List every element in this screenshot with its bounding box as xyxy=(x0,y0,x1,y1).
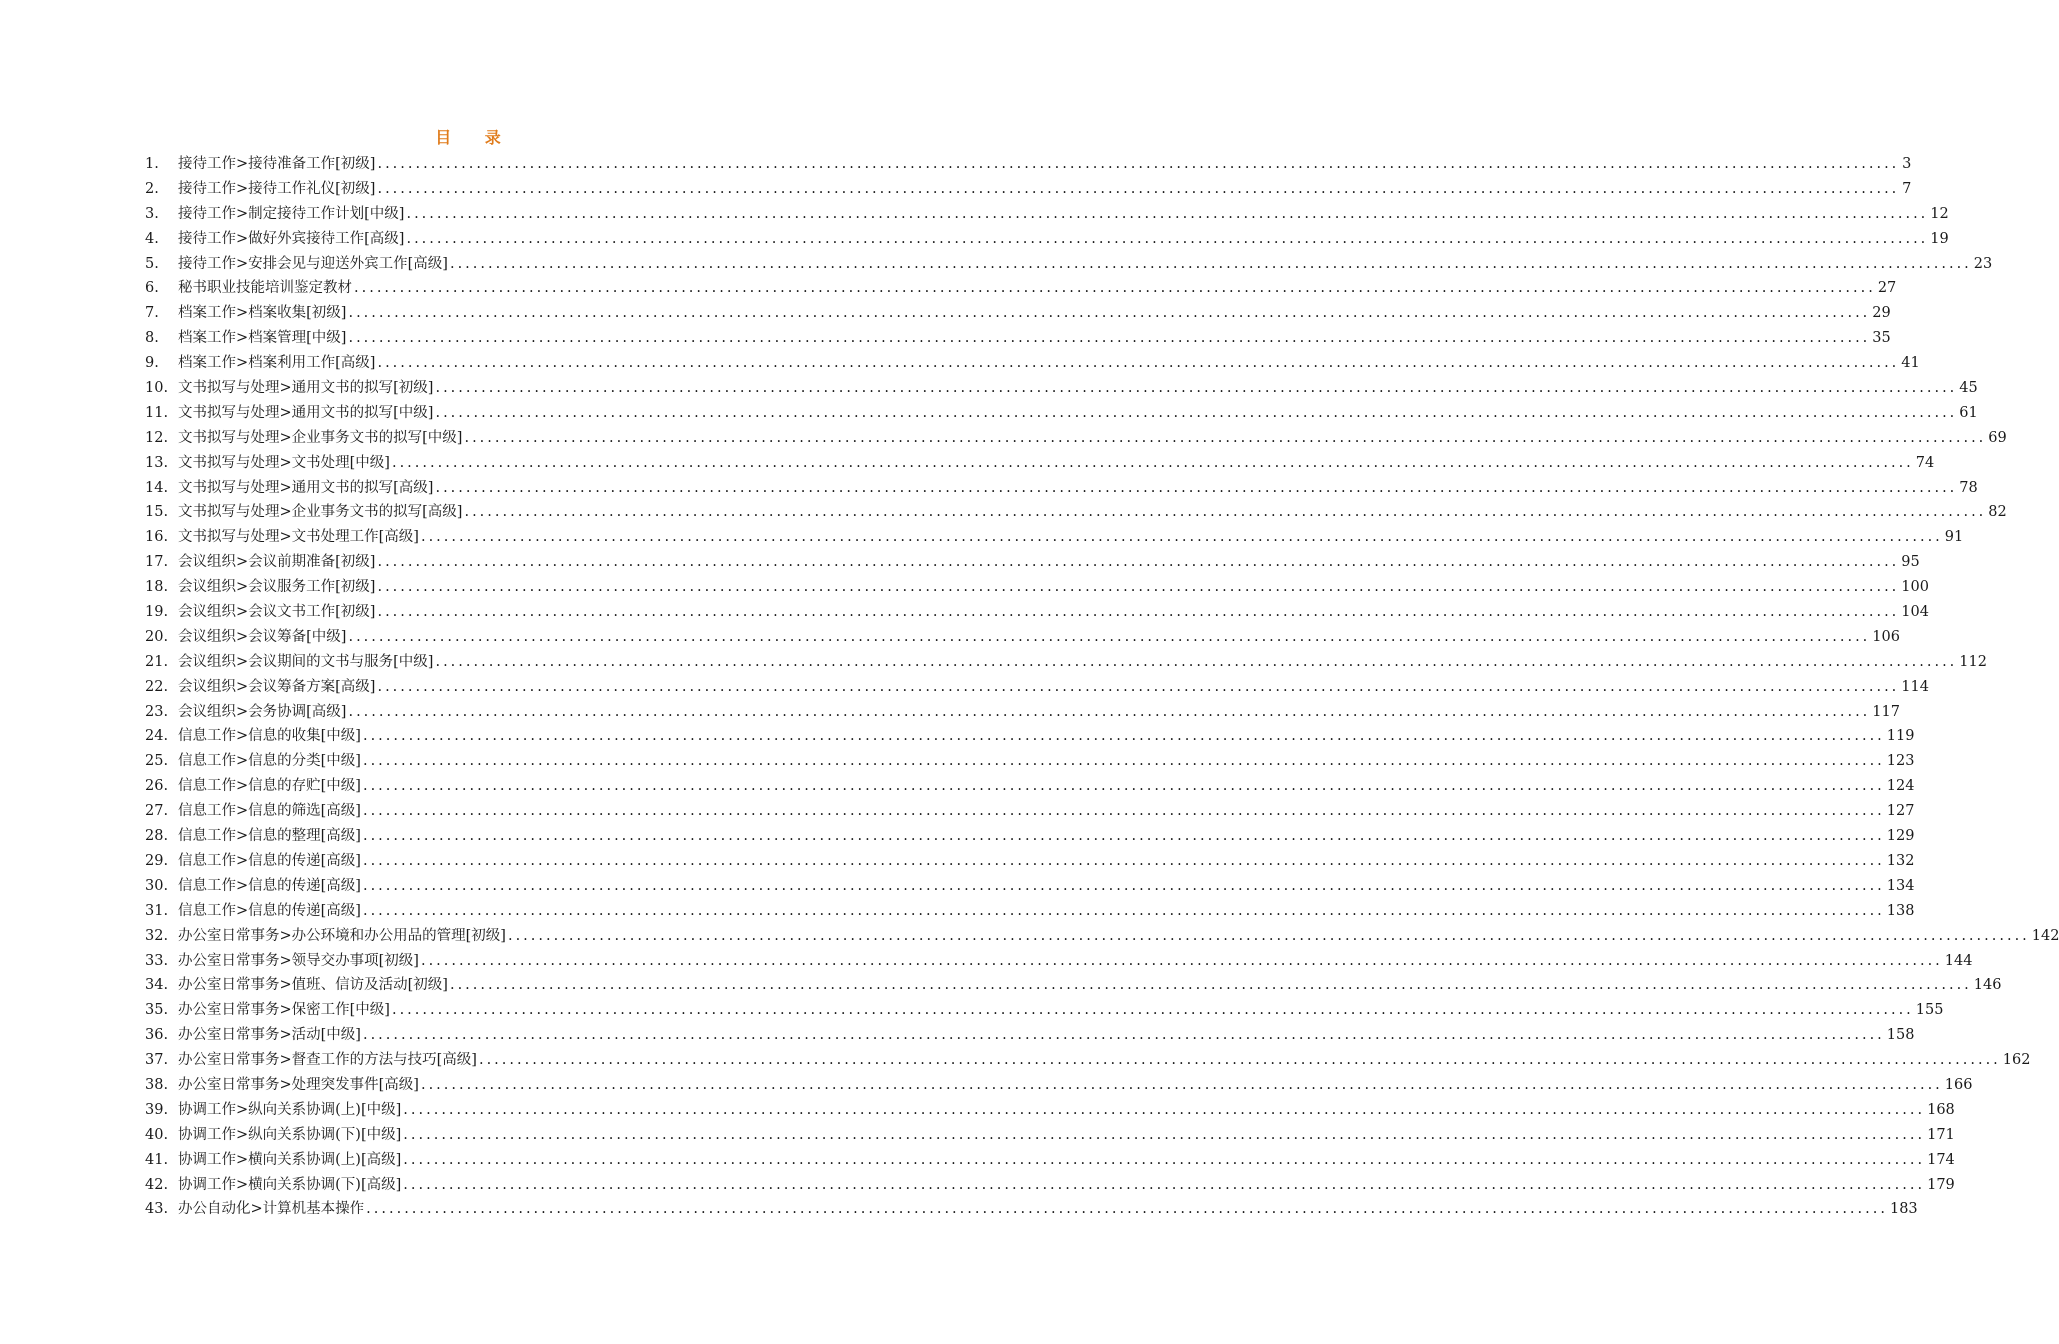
toc-entry-title[interactable]: 接待工作>安排会见与迎送外宾工作[高级] xyxy=(178,255,448,272)
toc-dot-leader: ........................................................................................................................................................................................................ xyxy=(362,852,1885,869)
toc-dot-leader: ........................................................................................................................................................................................................ xyxy=(464,429,1987,446)
toc-entry-page-number[interactable]: 35 xyxy=(1872,330,1891,347)
toc-entry-page-number[interactable]: 132 xyxy=(1886,852,1915,869)
toc-entry-title[interactable]: 会议组织>会务协调[高级] xyxy=(178,703,347,720)
toc-entry-number: 2. xyxy=(145,180,159,197)
toc-entry[interactable] xyxy=(145,774,1915,799)
toc-entry-page-number[interactable]: 134 xyxy=(1886,877,1915,894)
toc-entry-title[interactable]: 信息工作>信息的传递[高级] xyxy=(178,877,361,894)
toc-entry[interactable] xyxy=(145,650,1987,675)
toc-entry-number: 35. xyxy=(145,1002,169,1019)
toc-list xyxy=(145,152,2059,1222)
toc-entry-title[interactable]: 会议组织>会议筹备[中级] xyxy=(178,628,347,645)
toc-entry-page-number[interactable]: 144 xyxy=(1944,952,1973,969)
toc-entry-title[interactable]: 文书拟写与处理>通用文书的拟写[高级] xyxy=(178,479,434,496)
toc-entry[interactable] xyxy=(145,252,1993,277)
toc-entry-page-number[interactable]: 117 xyxy=(1872,703,1900,720)
toc-entry[interactable] xyxy=(145,227,1949,252)
toc-entry[interactable] xyxy=(145,675,1929,700)
toc-dot-leader: ........................................................................................................................................................................................................ xyxy=(420,952,1943,969)
toc-entry[interactable] xyxy=(145,1123,1955,1148)
toc-title: 目 录 xyxy=(435,128,515,147)
toc-dot-leader: ........................................................................................................................................................................................................ xyxy=(406,205,1929,222)
toc-entry-page-number[interactable]: 123 xyxy=(1886,753,1915,770)
toc-entry-page-number[interactable]: 91 xyxy=(1944,529,1964,546)
toc-entry[interactable] xyxy=(145,874,1915,899)
toc-entry[interactable] xyxy=(145,724,1915,749)
toc-entry-page-number[interactable]: 114 xyxy=(1901,678,1929,695)
toc-entry[interactable] xyxy=(145,351,1920,376)
toc-dot-leader: ........................................................................................................................................................................................................ xyxy=(362,778,1885,795)
toc-entry-number: 30. xyxy=(145,877,169,894)
toc-entry-number: 23. xyxy=(145,703,169,720)
toc-entry-title[interactable]: 办公自动化>计算机基本操作 xyxy=(178,1201,365,1218)
toc-entry-title[interactable]: 档案工作>档案利用工作[高级] xyxy=(178,355,376,372)
toc-entry-number: 27. xyxy=(145,803,169,820)
toc-entry-page-number[interactable]: 45 xyxy=(1959,380,1978,397)
toc-entry[interactable] xyxy=(145,899,1915,924)
toc-dot-leader: ........................................................................................................................................................................................................ xyxy=(435,479,1958,496)
toc-entry-title[interactable]: 信息工作>信息的收集[中级] xyxy=(178,728,361,745)
toc-entry[interactable] xyxy=(145,202,1949,227)
toc-entry[interactable] xyxy=(145,500,2007,525)
toc-entry-title[interactable]: 文书拟写与处理>文书处理工作[高级] xyxy=(178,529,419,546)
toc-entry-number: 43. xyxy=(145,1201,169,1218)
toc-entry-number: 17. xyxy=(145,554,169,571)
toc-entry-number: 25. xyxy=(145,753,169,770)
toc-entry-page-number[interactable]: 171 xyxy=(1927,1126,1955,1143)
toc-entry-title[interactable]: 办公室日常事务>办公环境和办公用品的管理[初级] xyxy=(178,927,506,944)
toc-entry-number: 29. xyxy=(145,852,169,869)
toc-entry[interactable] xyxy=(145,749,1915,774)
toc-entry-number: 15. xyxy=(145,504,169,521)
toc-entry-page-number[interactable]: 183 xyxy=(1889,1201,1918,1218)
toc-dot-leader: ........................................................................................................................................................................................................ xyxy=(362,877,1885,894)
toc-entry-number: 16. xyxy=(145,529,169,546)
toc-dot-leader: ........................................................................................................................................................................................................ xyxy=(362,803,1885,820)
toc-entry-title[interactable]: 文书拟写与处理>企业事务文书的拟写[中级] xyxy=(178,429,463,446)
toc-entry-page-number[interactable]: 124 xyxy=(1886,778,1915,795)
toc-entry-page-number[interactable]: 19 xyxy=(1930,230,1949,247)
toc-dot-leader: ........................................................................................................................................................................................................ xyxy=(435,380,1958,397)
toc-entry-page-number[interactable]: 12 xyxy=(1930,205,1949,222)
toc-entry-title[interactable]: 协调工作>纵向关系协调(下)[中级] xyxy=(178,1126,402,1143)
toc-entry-title[interactable]: 接待工作>接待准备工作[初级] xyxy=(178,156,376,172)
toc-entry-title[interactable]: 信息工作>信息的传递[高级] xyxy=(178,902,361,919)
toc-dot-leader: ........................................................................................................................................................................................................ xyxy=(507,927,2030,944)
toc-dot-leader: ........................................................................................................................................................................................................ xyxy=(348,703,1871,720)
toc-entry-title[interactable]: 接待工作>做好外宾接待工作[高级] xyxy=(178,230,405,247)
toc-entry-title[interactable]: 办公室日常事务>处理突发事件[高级] xyxy=(178,1076,419,1093)
toc-entry-page-number[interactable]: 155 xyxy=(1915,1002,1944,1019)
toc-entry-title[interactable]: 协调工作>横向关系协调(下)[高级] xyxy=(178,1176,402,1193)
toc-entry[interactable] xyxy=(145,1048,2031,1073)
toc-entry[interactable] xyxy=(145,1023,1915,1048)
toc-entry-number: 38. xyxy=(145,1076,169,1093)
toc-entry-title[interactable]: 会议组织>会议文书工作[初级] xyxy=(178,604,376,621)
toc-entry-page-number[interactable]: 119 xyxy=(1886,728,1915,745)
toc-entry-number: 19. xyxy=(145,604,169,621)
toc-entry-page-number[interactable]: 61 xyxy=(1959,404,1978,421)
toc-dot-leader: ........................................................................................................................................................................................................ xyxy=(377,156,1900,172)
toc-entry[interactable] xyxy=(145,1098,1955,1123)
toc-dot-leader: ........................................................................................................................................................................................................ xyxy=(362,1027,1885,1044)
toc-entry[interactable] xyxy=(145,1197,1918,1222)
toc-entry-title[interactable]: 协调工作>横向关系协调(上)[高级] xyxy=(178,1151,402,1168)
toc-entry[interactable] xyxy=(145,625,1900,650)
toc-entry-number: 41. xyxy=(145,1151,169,1168)
toc-entry-page-number[interactable]: 168 xyxy=(1927,1101,1955,1118)
toc-entry-number: 12. xyxy=(145,429,169,446)
toc-dot-leader: ........................................................................................................................................................................................................ xyxy=(348,330,1871,347)
toc-entry[interactable] xyxy=(145,426,2007,451)
toc-entry-number: 3. xyxy=(145,205,159,222)
toc-entry-number: 4. xyxy=(145,230,159,247)
toc-entry-page-number[interactable]: 127 xyxy=(1886,803,1915,820)
toc-entry-title[interactable]: 信息工作>信息的筛选[高级] xyxy=(178,803,361,820)
toc-entry-number: 7. xyxy=(145,305,159,322)
toc-entry-title[interactable]: 文书拟写与处理>文书处理[中级] xyxy=(178,454,390,471)
toc-entry-number: 26. xyxy=(145,778,169,795)
toc-entry[interactable] xyxy=(145,451,1935,476)
toc-entry-page-number[interactable]: 3 xyxy=(1902,156,1912,172)
toc-dot-leader: ........................................................................................................................................................................................................ xyxy=(391,1002,1914,1019)
toc-entry-number: 10. xyxy=(145,380,169,397)
toc-entry[interactable] xyxy=(145,525,1964,550)
toc-entry-page-number[interactable]: 106 xyxy=(1872,628,1900,645)
toc-entry-number: 31. xyxy=(145,902,169,919)
toc-entry-number: 40. xyxy=(145,1126,169,1143)
toc-entry-page-number[interactable]: 146 xyxy=(1973,977,2002,994)
toc-entry-title[interactable]: 会议组织>会议筹备方案[高级] xyxy=(178,678,376,695)
toc-entry-title[interactable]: 协调工作>纵向关系协调(上)[中级] xyxy=(178,1101,402,1118)
toc-dot-leader: ........................................................................................................................................................................................................ xyxy=(420,529,1943,546)
toc-entry[interactable] xyxy=(145,998,1944,1023)
toc-entry-title[interactable]: 文书拟写与处理>企业事务文书的拟写[高级] xyxy=(178,504,463,521)
toc-dot-leader: ........................................................................................................................................................................................................ xyxy=(348,305,1871,322)
toc-dot-leader: ........................................................................................................................................................................................................ xyxy=(403,1176,1926,1193)
toc-entry[interactable] xyxy=(145,301,1891,326)
toc-entry-title[interactable]: 会议组织>会议期间的文书与服务[中级] xyxy=(178,653,434,670)
toc-entry-number: 34. xyxy=(145,977,169,994)
toc-entry-page-number[interactable]: 179 xyxy=(1927,1176,1955,1193)
toc-entry[interactable] xyxy=(145,1173,1955,1198)
toc-entry-number: 14. xyxy=(145,479,169,496)
toc-dot-leader: ........................................................................................................................................................................................................ xyxy=(377,355,1900,372)
toc-entry-page-number[interactable]: 166 xyxy=(1944,1076,1973,1093)
toc-dot-leader: ........................................................................................................................................................................................................ xyxy=(449,977,1972,994)
toc-entry-page-number[interactable]: 104 xyxy=(1901,604,1929,621)
toc-entry-title[interactable]: 信息工作>信息的整理[高级] xyxy=(178,828,361,845)
toc-entry-title[interactable]: 办公室日常事务>活动[中级] xyxy=(178,1027,361,1044)
toc-entry-page-number[interactable]: 69 xyxy=(1988,429,2007,446)
toc-entry-title[interactable]: 信息工作>信息的分类[中级] xyxy=(178,753,361,770)
toc-dot-leader: ........................................................................................................................................................................................................ xyxy=(406,230,1929,247)
toc-entry[interactable] xyxy=(145,575,1929,600)
toc-dot-leader: ........................................................................................................................................................................................................ xyxy=(377,579,1900,596)
toc-dot-leader: ........................................................................................................................................................................................................ xyxy=(354,280,1876,297)
toc-entry-title[interactable]: 办公室日常事务>督查工作的方法与技巧[高级] xyxy=(178,1052,477,1069)
toc-entry-number: 20. xyxy=(145,628,169,645)
toc-entry-number: 1. xyxy=(145,156,159,172)
toc-entry-page-number[interactable]: 129 xyxy=(1886,828,1915,845)
toc-dot-leader: ........................................................................................................................................................................................................ xyxy=(348,628,1871,645)
toc-dot-leader: ........................................................................................................................................................................................................ xyxy=(478,1052,2001,1069)
toc-entry-number: 32. xyxy=(145,927,169,944)
toc-entry-number: 42. xyxy=(145,1176,169,1193)
toc-entry-number: 28. xyxy=(145,828,169,845)
toc-entry-title[interactable]: 秘书职业技能培训鉴定教材 xyxy=(178,280,352,297)
toc-dot-leader: ........................................................................................................................................................................................................ xyxy=(377,604,1900,621)
toc-entry-page-number[interactable]: 142 xyxy=(2031,927,2059,944)
toc-entry-number: 5. xyxy=(145,255,159,272)
toc-entry[interactable] xyxy=(145,550,1920,575)
toc-entry[interactable] xyxy=(145,600,1929,625)
toc-entry[interactable] xyxy=(145,476,1978,501)
toc-entry-page-number[interactable]: 7 xyxy=(1902,180,1912,197)
toc-dot-leader: ........................................................................................................................................................................................................ xyxy=(403,1151,1926,1168)
toc-entry-title[interactable]: 办公室日常事务>值班、信访及活动[初级] xyxy=(178,977,448,994)
toc-entry-number: 22. xyxy=(145,678,169,695)
toc-entry[interactable] xyxy=(145,924,2059,949)
toc-dot-leader: ........................................................................................................................................................................................................ xyxy=(362,902,1885,919)
toc-dot-leader: ........................................................................................................................................................................................................ xyxy=(366,1201,1888,1218)
toc-entry[interactable] xyxy=(145,700,1900,725)
toc-entry-number: 39. xyxy=(145,1101,169,1118)
toc-entry[interactable] xyxy=(145,1148,1955,1173)
toc-entry-page-number[interactable]: 95 xyxy=(1901,554,1920,571)
toc-entry-number: 9. xyxy=(145,355,159,372)
toc-entry[interactable] xyxy=(145,799,1915,824)
toc-entry-title[interactable]: 会议组织>会议前期准备[初级] xyxy=(178,554,376,571)
toc-entry-title[interactable]: 档案工作>档案收集[初级] xyxy=(178,305,347,322)
toc-entry-page-number[interactable]: 82 xyxy=(1988,504,2007,521)
toc-dot-leader: ........................................................................................................................................................................................................ xyxy=(377,180,1900,197)
toc-dot-leader: ........................................................................................................................................................................................................ xyxy=(403,1126,1926,1143)
toc-entry-title[interactable]: 接待工作>制定接待工作计划[中级] xyxy=(178,205,405,222)
toc-dot-leader: ........................................................................................................................................................................................................ xyxy=(362,753,1885,770)
toc-entry[interactable] xyxy=(145,152,1912,177)
toc-entry-number: 8. xyxy=(145,330,159,347)
toc-dot-leader: ........................................................................................................................................................................................................ xyxy=(420,1076,1943,1093)
toc-entry-number: 37. xyxy=(145,1052,169,1069)
toc-dot-leader: ........................................................................................................................................................................................................ xyxy=(377,678,1900,695)
toc-entry-page-number[interactable]: 23 xyxy=(1973,255,1993,272)
toc-dot-leader: ........................................................................................................................................................................................................ xyxy=(403,1101,1926,1118)
toc-entry-title[interactable]: 办公室日常事务>领导交办事项[初级] xyxy=(178,952,419,969)
toc-entry-page-number[interactable]: 78 xyxy=(1959,479,1978,496)
toc-dot-leader: ........................................................................................................................................................................................................ xyxy=(449,255,1972,272)
toc-dot-leader: ........................................................................................................................................................................................................ xyxy=(377,554,1900,571)
toc-entry-title[interactable]: 信息工作>信息的传递[高级] xyxy=(178,852,361,869)
toc-entry-title[interactable]: 会议组织>会议服务工作[初级] xyxy=(178,579,376,596)
toc-entry[interactable] xyxy=(145,376,1978,401)
toc-dot-leader: ........................................................................................................................................................................................................ xyxy=(435,404,1958,421)
toc-entry-page-number[interactable]: 74 xyxy=(1915,454,1935,471)
toc-entry-page-number[interactable]: 29 xyxy=(1872,305,1891,322)
toc-entry[interactable] xyxy=(145,326,1891,351)
toc-entry-number: 21. xyxy=(145,653,169,670)
toc-entry[interactable] xyxy=(145,949,1973,974)
toc-entry-title[interactable]: 文书拟写与处理>通用文书的拟写[初级] xyxy=(178,380,434,397)
toc-dot-leader: ........................................................................................................................................................................................................ xyxy=(362,728,1885,745)
toc-entry-title[interactable]: 文书拟写与处理>通用文书的拟写[中级] xyxy=(178,404,434,421)
toc-entry[interactable] xyxy=(145,1073,1973,1098)
toc-entry-title[interactable]: 接待工作>接待工作礼仪[初级] xyxy=(178,180,376,197)
toc-entry-page-number[interactable]: 41 xyxy=(1901,355,1920,372)
toc-entry-page-number[interactable]: 138 xyxy=(1886,902,1915,919)
toc-entry-title[interactable]: 档案工作>档案管理[中级] xyxy=(178,330,347,347)
toc-entry-page-number[interactable]: 158 xyxy=(1886,1027,1915,1044)
toc-entry-number: 11. xyxy=(145,404,169,421)
toc-entry[interactable] xyxy=(145,276,1897,301)
toc-entry-page-number[interactable]: 27 xyxy=(1877,280,1897,297)
toc-entry-page-number[interactable]: 174 xyxy=(1927,1151,1955,1168)
toc-entry-page-number[interactable]: 112 xyxy=(1959,653,1987,670)
toc-dot-leader: ........................................................................................................................................................................................................ xyxy=(362,828,1885,845)
toc-entry[interactable] xyxy=(145,849,1915,874)
toc-dot-leader: ........................................................................................................................................................................................................ xyxy=(435,653,1958,670)
toc-entry-number: 6. xyxy=(145,280,159,297)
toc-entry-title[interactable]: 办公室日常事务>保密工作[中级] xyxy=(178,1002,390,1019)
toc-entry-number: 24. xyxy=(145,728,169,745)
toc-entry-page-number[interactable]: 162 xyxy=(2002,1052,2031,1069)
toc-entry-title[interactable]: 信息工作>信息的存贮[中级] xyxy=(178,778,361,795)
toc-entry-number: 36. xyxy=(145,1027,169,1044)
toc-entry[interactable] xyxy=(145,824,1915,849)
toc-entry-number: 18. xyxy=(145,579,169,596)
toc-entry[interactable] xyxy=(145,973,2002,998)
toc-entry[interactable] xyxy=(145,177,1912,202)
toc-dot-leader: ........................................................................................................................................................................................................ xyxy=(464,504,1987,521)
toc-entry-number: 13. xyxy=(145,454,169,471)
toc-entry-number: 33. xyxy=(145,952,169,969)
toc-entry-page-number[interactable]: 100 xyxy=(1901,579,1929,596)
toc-entry[interactable] xyxy=(145,401,1978,426)
toc-dot-leader: ........................................................................................................................................................................................................ xyxy=(391,454,1914,471)
